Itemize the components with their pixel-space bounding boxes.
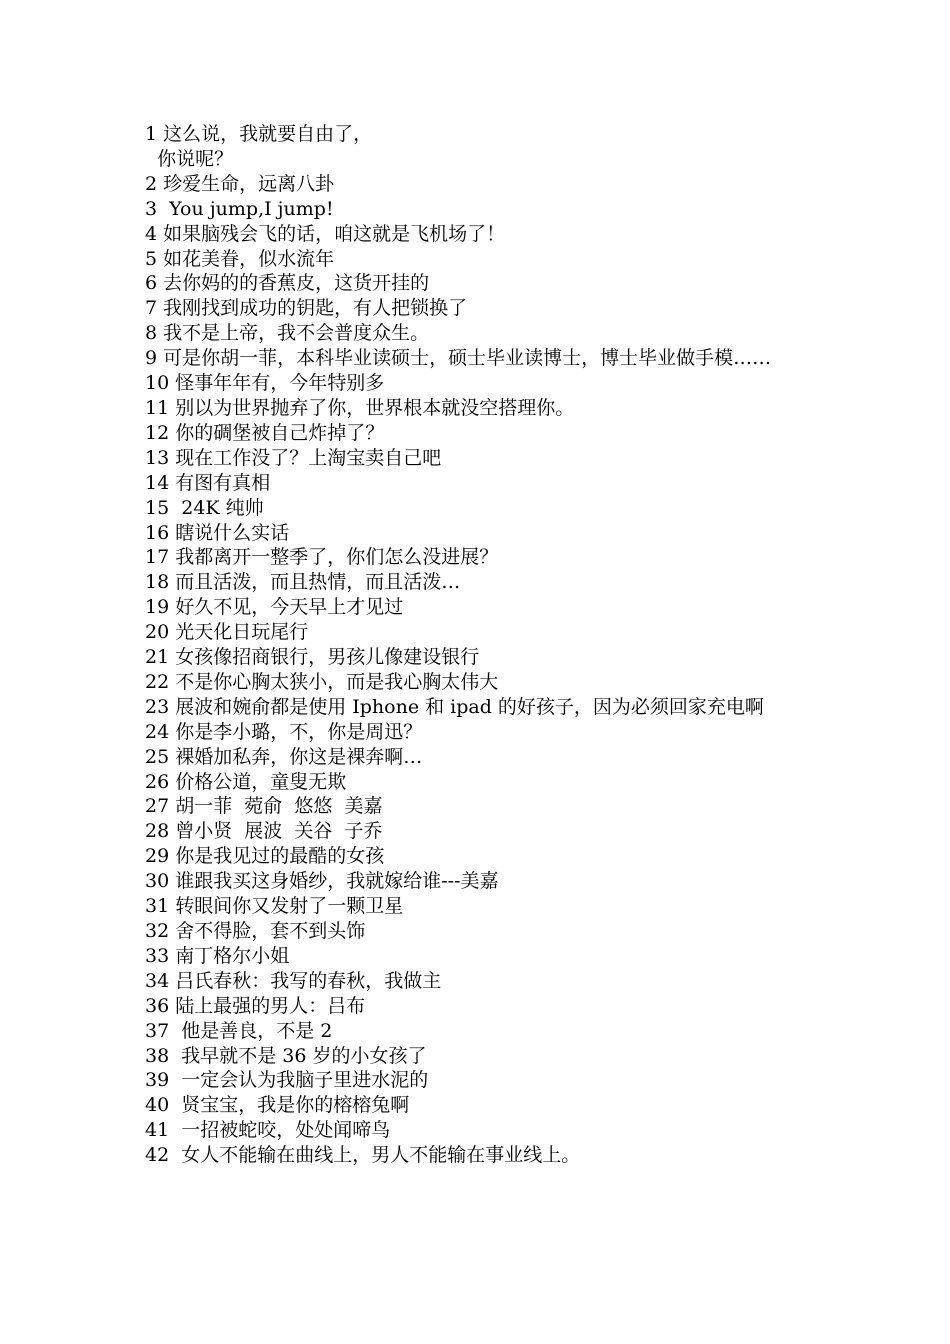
list-item: 30 谁跟我买这身婚纱，我就嫁给谁---美嘉 — [145, 870, 499, 893]
list-item: 14 有图有真相 — [145, 471, 271, 494]
list-item: 38 我早就不是 36 岁的小女孩了 — [145, 1044, 427, 1067]
list-item: 2 珍爱生命，远离八卦 — [145, 172, 335, 195]
list-item: 12 你的碉堡被自己炸掉了？ — [145, 421, 385, 444]
list-item: 34 吕氏春秋：我写的春秋，我做主 — [145, 969, 442, 992]
list-item: 7 我刚找到成功的钥匙，有人把锁换了 — [145, 297, 468, 320]
list-item: 18 而且活泼，而且热情，而且活泼… — [145, 571, 461, 594]
list-item: 37 他是善良，不是 2 — [145, 1019, 333, 1042]
list-item: 5 如花美眷，似水流年 — [145, 247, 335, 270]
list-item: 41 一招被蛇咬，处处闻啼鸟 — [145, 1119, 391, 1142]
list-item: 17 我都离开一整季了，你们怎么没进展？ — [145, 546, 499, 569]
list-item: 3 You jump,I jump! — [145, 197, 334, 220]
list-item: 27 胡一菲 菀俞 悠悠 美嘉 — [145, 795, 383, 818]
list-item: 16 瞎说什么实话 — [145, 521, 290, 544]
list-item: 23 展波和婉俞都是使用 Iphone 和 ipad 的好孩子，因为必须回家充电啊 — [145, 695, 764, 718]
list-item: 36 陆上最强的男人：吕布 — [145, 994, 366, 1017]
list-item: 28 曾小贤 展波 关谷 子乔 — [145, 820, 383, 843]
list-item: 33 南丁格尔小姐 — [145, 944, 290, 967]
list-item: 6 去你妈的的香蕉皮，这货开挂的 — [145, 272, 430, 295]
list-item: 32 舍不得脸，套不到头饰 — [145, 920, 366, 942]
list-item: 19 好久不见，今天早上才见过 — [145, 596, 404, 619]
list-item: 1 这么说，我就要自由了， — [145, 123, 373, 145]
list-item: 39 一定会认为我脑子里进水泥的 — [145, 1069, 429, 1092]
list-item: 29 你是我见过的最酷的女孩 — [145, 845, 385, 868]
list-item: 15 24K 纯帅 — [145, 496, 264, 519]
list-item: 20 光天化日玩尾行 — [145, 621, 309, 644]
quote-list — [145, 122, 815, 1168]
list-item: 你说呢？ — [145, 147, 234, 170]
list-item: 9 可是你胡一菲，本科毕业读硕士，硕士毕业读博士，博士毕业做手模…… — [145, 347, 772, 370]
list-item: 26 价格公道，童叟无欺 — [145, 770, 347, 793]
list-item: 8 我不是上帝，我不会普度众生。 — [145, 322, 430, 345]
list-item: 11 别以为世界抛弃了你，世界根本就没空搭理你。 — [145, 396, 575, 419]
list-item: 10 怪事年年有，今年特别多 — [145, 372, 385, 395]
list-item: 24 你是李小璐，不，你是周迅？ — [145, 720, 423, 743]
list-item: 4 如果脑残会飞的话，咱这就是飞机场了！ — [145, 222, 506, 245]
list-item: 40 贤宝宝，我是你的榕榕兔啊 — [145, 1094, 410, 1117]
list-item: 31 转眼间你又发射了一颗卫星 — [145, 895, 404, 918]
list-item: 13 现在工作没了？上淘宝卖自己吧 — [145, 446, 442, 469]
list-item: 25 裸婚加私奔，你这是裸奔啊… — [145, 745, 423, 768]
list-item: 21 女孩像招商银行，男孩儿像建设银行 — [145, 646, 480, 669]
list-item: 42 女人不能输在曲线上，男人不能输在事业线上。 — [145, 1144, 581, 1167]
list-item: 22 不是你心胸太狭小，而是我心胸太伟大 — [145, 670, 499, 693]
